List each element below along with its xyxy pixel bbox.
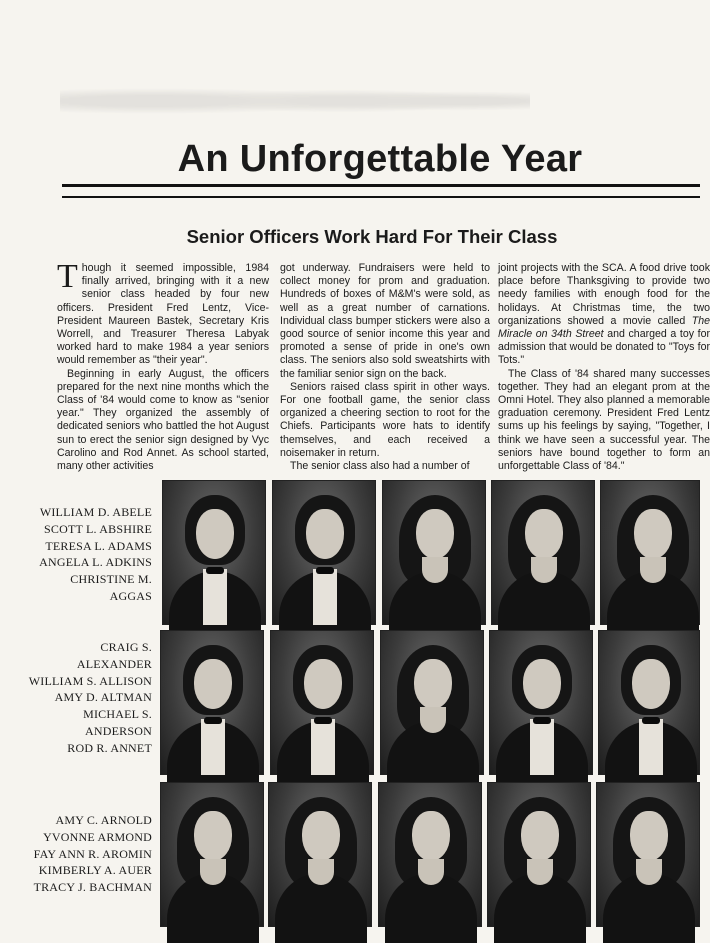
name-line: WILLIAM S. ALLISON — [28, 673, 152, 688]
article-paragraph: got underway. Fundraisers were held to collect money for prom and graduation. Hundreds of boxes of M&M's were sold, as well as a great number of carnations. Individual class bumper stickers were also a good source of senior income this year and promoted a sense of pride in one's own class. The seniors also sold sweatshirts with the familiar senior sign on the back. — [280, 262, 490, 380]
paragraph-text: joint projects with the SCA. A food drive took place before Thanksgiving to provide two needy families with enough food for the holidays. At Christmas time, the two organizations showed a movie called — [498, 262, 710, 327]
article-column-2 — [280, 262, 490, 473]
senior-portrait — [378, 782, 482, 927]
senior-portrait — [596, 782, 700, 927]
name-line: SCOTT L. ABSHIRE — [44, 521, 152, 536]
senior-portrait — [487, 782, 591, 927]
name-line: TRACY J. BACHMAN — [33, 880, 152, 895]
senior-portrait — [268, 782, 372, 927]
name-list-row-1 — [0, 504, 152, 605]
senior-portrait — [382, 480, 486, 625]
senior-portrait — [160, 630, 264, 775]
article-subtitle: Senior Officers Work Hard For Their Class — [186, 226, 558, 247]
senior-portrait — [491, 480, 595, 625]
article-paragraph — [498, 262, 710, 368]
name-list-row-3 — [0, 812, 152, 896]
name-list-row-2 — [0, 639, 152, 757]
senior-portrait — [160, 782, 264, 927]
senior-portrait — [272, 480, 376, 625]
senior-portrait — [598, 630, 700, 775]
senior-portrait — [380, 630, 484, 775]
title-rule-bottom — [62, 196, 700, 198]
name-line: ANGELA L. ADKINS — [39, 555, 152, 570]
faded-bleed-through-heading — [60, 78, 530, 124]
name-line: FAY ANN R. AROMIN — [33, 846, 152, 861]
article-paragraph — [57, 258, 269, 368]
title-rule-top — [62, 184, 700, 187]
senior-portrait — [162, 480, 266, 625]
name-line: CHRISTINE M. — [70, 572, 152, 587]
name-line: ANDERSON — [85, 723, 152, 738]
page-title: An Unforgettable Year — [177, 138, 583, 180]
name-line: AMY C. ARNOLD — [55, 813, 152, 827]
name-line: TERESA L. ADAMS — [45, 538, 152, 553]
senior-portrait — [600, 480, 700, 625]
name-line: AMY D. ALTMAN — [54, 690, 152, 705]
name-line: CRAIG S. — [100, 640, 152, 654]
article-column-3 — [498, 262, 710, 473]
name-line: KIMBERLY A. AUER — [38, 863, 152, 878]
senior-portrait — [270, 630, 374, 775]
article-paragraph: Seniors raised class spirit in other ways. For one football game, the senior class organized a cheering section to root for the Chiefs. Participants wore hats to identify themselves, and each received a noisemaker in return. — [280, 380, 490, 459]
article-paragraph: Beginning in early August, the officers prepared for the next nine months which the Class of '84 would come to know as "senior year." They organized the assembly of dedicated seniors who battled the hot August sun to erect the senior sign designed by Vyc Carolino and Rod Annet. As school started, many other activities — [57, 367, 269, 473]
name-line: YVONNE ARMOND — [43, 829, 152, 844]
article-paragraph: The senior class also had a number of — [290, 460, 470, 473]
senior-portrait — [489, 630, 593, 775]
article-column-1 — [57, 258, 269, 473]
name-line: AGGAS — [109, 588, 152, 603]
article-paragraph: The Class of '84 shared many successes together. They had an elegant prom at the Omni Hotel. They also planned a memorable graduation ceremony. President Fred Lentz sums up his feelings by saying, "Together, I think we have seen a successful year. The seniors have bound together to form an unforgettable Class of '84." — [498, 367, 710, 473]
name-line: WILLIAM D. ABELE — [39, 505, 152, 519]
name-line: MICHAEL S. — [83, 707, 152, 722]
drop-cap: T — [57, 258, 78, 295]
name-line: ALEXANDER — [76, 656, 152, 671]
paragraph-text: and charged a toy for admission that would be donated to "Toys for Tots." — [498, 328, 710, 367]
name-line: ROD R. ANNET — [67, 740, 152, 755]
movie-title: The Miracle on 34th Street — [498, 314, 710, 341]
paragraph-text: hough it seemed impossible, 1984 finally arrived, bringing with it a new senior class headed by four new officers. President Fred Lentz, Vice-President Maureen Bastek, Secretary Kris Worrell, and Treasurer Theresa Labyak worked hard to make 1984 a year seniors would remember as "their year". — [57, 262, 269, 367]
